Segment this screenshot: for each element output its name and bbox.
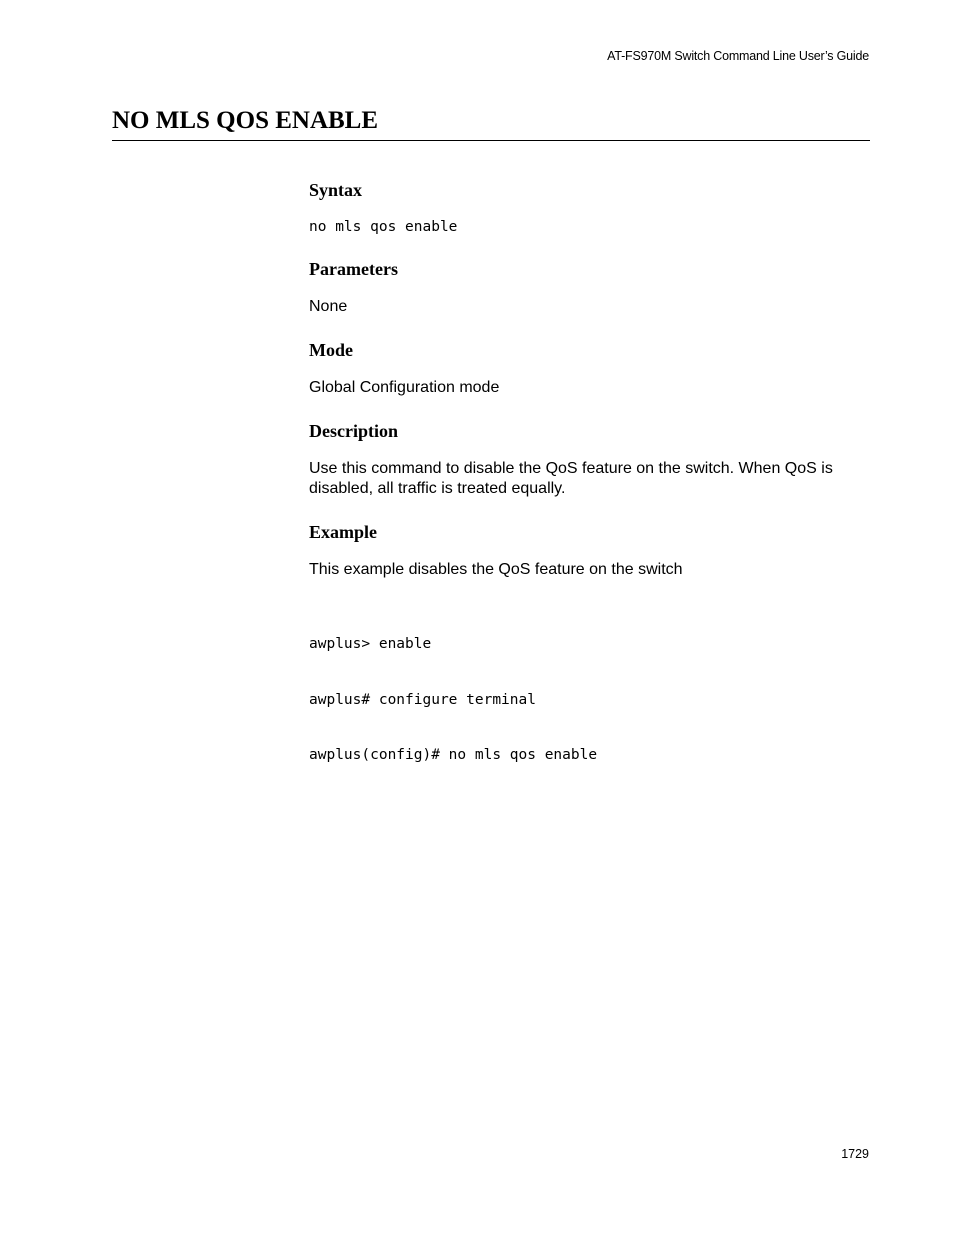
- mode-heading: Mode: [309, 340, 353, 360]
- example-code-block: [309, 598, 597, 783]
- parameters-heading: Parameters: [309, 259, 398, 279]
- parameters-text: None: [309, 298, 348, 315]
- example-heading: Example: [309, 522, 378, 542]
- page-title: NO MLS QOS ENABLE: [112, 107, 379, 134]
- mode-text: Global Configuration mode: [309, 379, 500, 396]
- code-line: awplus> enable: [309, 636, 432, 652]
- code-line: awplus# configure terminal: [309, 691, 536, 708]
- syntax-command: no mls qos enable: [309, 219, 458, 235]
- title-divider: [112, 140, 870, 141]
- page-number: 1729: [841, 1147, 869, 1161]
- syntax-heading: Syntax: [309, 180, 363, 200]
- description-heading: Description: [309, 421, 398, 441]
- running-header: AT-FS970M Switch Command Line User’s Guide: [607, 49, 869, 63]
- code-line: awplus(config)# no mls qos enable: [309, 747, 598, 763]
- example-intro: This example disables the QoS feature on the switch: [309, 561, 683, 578]
- description-text: Use this command to disable the QoS feature on the switch. When QoS is disabled, all traffic is treated equally.: [309, 460, 833, 497]
